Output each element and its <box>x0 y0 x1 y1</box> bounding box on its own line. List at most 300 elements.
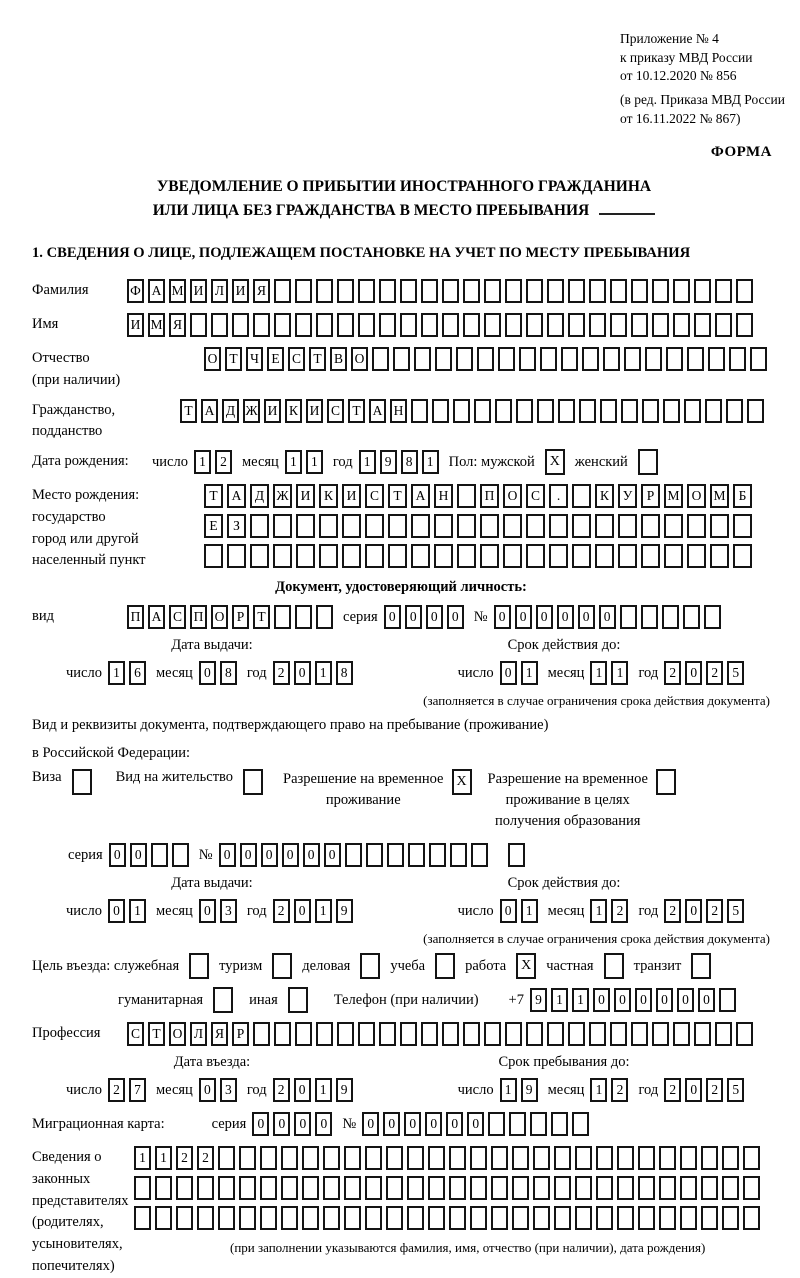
cell[interactable] <box>250 544 269 568</box>
cell[interactable]: С <box>365 484 384 508</box>
cell[interactable] <box>239 1206 256 1230</box>
cell[interactable] <box>722 1176 739 1200</box>
temp-residence-checkbox[interactable]: X <box>452 769 472 795</box>
cell[interactable]: 1 <box>155 1146 172 1170</box>
cell[interactable]: О <box>687 484 706 508</box>
cell[interactable]: 0 <box>273 1112 290 1136</box>
cell[interactable] <box>631 313 648 337</box>
purpose-other-checkbox[interactable] <box>288 987 308 1013</box>
cell[interactable] <box>386 1206 403 1230</box>
cell[interactable] <box>365 1146 382 1170</box>
cell[interactable] <box>337 313 354 337</box>
cell[interactable]: Т <box>204 484 223 508</box>
cell[interactable]: Е <box>267 347 284 371</box>
cell[interactable] <box>411 544 430 568</box>
cell[interactable] <box>345 843 362 867</box>
cell[interactable]: 0 <box>199 661 216 685</box>
cell[interactable] <box>491 1146 508 1170</box>
purpose-business-checkbox[interactable] <box>360 953 380 979</box>
cell[interactable] <box>457 484 476 508</box>
cell[interactable]: Я <box>211 1022 228 1046</box>
cell[interactable] <box>554 1176 571 1200</box>
cell[interactable] <box>596 1176 613 1200</box>
cell[interactable]: 2 <box>197 1146 214 1170</box>
cell[interactable]: 2 <box>706 661 723 685</box>
cell[interactable]: 0 <box>500 661 517 685</box>
cell[interactable] <box>218 1146 235 1170</box>
cell[interactable]: Р <box>641 484 660 508</box>
cell[interactable] <box>683 605 700 629</box>
cell[interactable] <box>495 399 512 423</box>
cell[interactable]: Т <box>253 605 270 629</box>
cell[interactable] <box>617 1206 634 1230</box>
cell[interactable] <box>666 347 683 371</box>
cell[interactable] <box>710 514 729 538</box>
cell[interactable]: 1 <box>315 661 332 685</box>
cell[interactable] <box>342 514 361 538</box>
cell[interactable]: 1 <box>134 1146 151 1170</box>
cell[interactable]: 3 <box>220 1078 237 1102</box>
cell[interactable]: 2 <box>273 899 290 923</box>
cell[interactable] <box>572 1112 589 1136</box>
cell[interactable] <box>659 1176 676 1200</box>
cell[interactable] <box>484 1022 501 1046</box>
cell[interactable] <box>239 1176 256 1200</box>
cell[interactable]: 2 <box>611 1078 628 1102</box>
cell[interactable] <box>645 347 662 371</box>
cell[interactable] <box>450 843 467 867</box>
cell[interactable] <box>638 1176 655 1200</box>
cell[interactable]: Ж <box>273 484 292 508</box>
cell[interactable] <box>719 988 736 1012</box>
cell[interactable]: И <box>306 399 323 423</box>
cell[interactable] <box>596 1206 613 1230</box>
cell[interactable]: 1 <box>315 899 332 923</box>
cell[interactable]: К <box>595 484 614 508</box>
cell[interactable]: 0 <box>446 1112 463 1136</box>
cell[interactable]: 0 <box>303 843 320 867</box>
cell[interactable] <box>316 1022 333 1046</box>
cell[interactable]: Д <box>250 484 269 508</box>
cell[interactable]: 1 <box>315 1078 332 1102</box>
cell[interactable] <box>176 1176 193 1200</box>
cell[interactable] <box>551 1112 568 1136</box>
cell[interactable] <box>589 313 606 337</box>
cell[interactable] <box>366 843 383 867</box>
cell[interactable] <box>652 313 669 337</box>
cell[interactable] <box>498 347 515 371</box>
cell[interactable]: 9 <box>380 450 397 474</box>
cell[interactable] <box>474 399 491 423</box>
cell[interactable] <box>302 1146 319 1170</box>
cell[interactable] <box>687 347 704 371</box>
cell[interactable] <box>624 347 641 371</box>
cell[interactable] <box>715 1022 732 1046</box>
cell[interactable] <box>568 1022 585 1046</box>
cell[interactable] <box>302 1176 319 1200</box>
cell[interactable]: 0 <box>599 605 616 629</box>
cell[interactable]: М <box>169 279 186 303</box>
purpose-tourism-checkbox[interactable] <box>272 953 292 979</box>
cell[interactable] <box>253 313 270 337</box>
cell[interactable]: 9 <box>530 988 547 1012</box>
cell[interactable] <box>155 1176 172 1200</box>
cell[interactable] <box>694 1022 711 1046</box>
cell[interactable] <box>319 514 338 538</box>
cell[interactable] <box>274 1022 291 1046</box>
cell[interactable] <box>372 347 389 371</box>
cell[interactable] <box>463 313 480 337</box>
cell[interactable] <box>218 1206 235 1230</box>
cell[interactable] <box>434 544 453 568</box>
cell[interactable]: 0 <box>557 605 574 629</box>
cell[interactable]: 0 <box>656 988 673 1012</box>
cell[interactable] <box>673 1022 690 1046</box>
cell[interactable] <box>281 1146 298 1170</box>
cell[interactable] <box>701 1176 718 1200</box>
cell[interactable] <box>750 347 767 371</box>
cell[interactable] <box>323 1206 340 1230</box>
cell[interactable] <box>388 514 407 538</box>
cell[interactable]: 2 <box>611 899 628 923</box>
cell[interactable] <box>411 399 428 423</box>
cell[interactable] <box>428 1206 445 1230</box>
cell[interactable] <box>428 1146 445 1170</box>
cell[interactable] <box>596 1146 613 1170</box>
cell[interactable]: К <box>319 484 338 508</box>
cell[interactable]: Я <box>169 313 186 337</box>
cell[interactable]: Н <box>390 399 407 423</box>
cell[interactable]: И <box>264 399 281 423</box>
cell[interactable] <box>295 1022 312 1046</box>
cell[interactable] <box>558 399 575 423</box>
cell[interactable] <box>393 347 410 371</box>
cell[interactable] <box>227 544 246 568</box>
cell[interactable]: 0 <box>109 843 126 867</box>
cell[interactable] <box>260 1176 277 1200</box>
cell[interactable] <box>589 1022 606 1046</box>
cell[interactable]: 0 <box>130 843 147 867</box>
cell[interactable] <box>505 313 522 337</box>
cell[interactable]: У <box>618 484 637 508</box>
cell[interactable] <box>408 843 425 867</box>
cell[interactable] <box>274 279 291 303</box>
cell[interactable] <box>442 1022 459 1046</box>
cell[interactable] <box>652 1022 669 1046</box>
cell[interactable]: 0 <box>677 988 694 1012</box>
cell[interactable] <box>463 279 480 303</box>
cell[interactable] <box>595 514 614 538</box>
cell[interactable] <box>662 605 679 629</box>
cell[interactable]: 0 <box>425 1112 442 1136</box>
cell[interactable] <box>509 1112 526 1136</box>
cell[interactable] <box>480 514 499 538</box>
cell[interactable] <box>386 1176 403 1200</box>
cell[interactable] <box>218 1176 235 1200</box>
female-checkbox[interactable] <box>638 449 658 475</box>
cell[interactable] <box>449 1206 466 1230</box>
cell[interactable] <box>687 514 706 538</box>
cell[interactable]: 5 <box>727 899 744 923</box>
cell[interactable]: Т <box>309 347 326 371</box>
cell[interactable] <box>641 544 660 568</box>
cell[interactable] <box>344 1176 361 1200</box>
cell[interactable] <box>715 313 732 337</box>
cell[interactable] <box>582 347 599 371</box>
cell[interactable] <box>281 1176 298 1200</box>
cell[interactable]: 0 <box>685 661 702 685</box>
cell[interactable]: 0 <box>294 1112 311 1136</box>
cell[interactable] <box>449 1146 466 1170</box>
cell[interactable] <box>722 1146 739 1170</box>
cell[interactable] <box>204 544 223 568</box>
cell[interactable]: 1 <box>306 450 323 474</box>
cell[interactable]: 1 <box>611 661 628 685</box>
cell[interactable] <box>281 1206 298 1230</box>
cell[interactable] <box>684 399 701 423</box>
cell[interactable]: 0 <box>426 605 443 629</box>
cell[interactable] <box>400 1022 417 1046</box>
cell[interactable] <box>621 399 638 423</box>
cell[interactable] <box>572 484 591 508</box>
cell[interactable]: 0 <box>199 899 216 923</box>
cell[interactable] <box>190 313 207 337</box>
cell[interactable]: 1 <box>521 661 538 685</box>
cell[interactable]: 9 <box>521 1078 538 1102</box>
cell[interactable] <box>733 544 752 568</box>
cell[interactable]: 0 <box>384 605 401 629</box>
cell[interactable] <box>547 1022 564 1046</box>
cell[interactable]: 0 <box>635 988 652 1012</box>
cell[interactable]: 2 <box>273 1078 290 1102</box>
cell[interactable] <box>253 1022 270 1046</box>
cell[interactable] <box>610 313 627 337</box>
cell[interactable] <box>400 279 417 303</box>
cell[interactable] <box>736 313 753 337</box>
cell[interactable]: 0 <box>252 1112 269 1136</box>
cell[interactable] <box>250 514 269 538</box>
cell[interactable] <box>641 605 658 629</box>
cell[interactable] <box>743 1146 760 1170</box>
cell[interactable]: 8 <box>401 450 418 474</box>
cell[interactable] <box>673 313 690 337</box>
cell[interactable]: Р <box>232 605 249 629</box>
cell[interactable] <box>491 1176 508 1200</box>
cell[interactable] <box>134 1176 151 1200</box>
cell[interactable] <box>526 1022 543 1046</box>
cell[interactable]: А <box>411 484 430 508</box>
cell[interactable]: 0 <box>593 988 610 1012</box>
cell[interactable]: 1 <box>590 899 607 923</box>
cell[interactable] <box>407 1176 424 1200</box>
cell[interactable]: М <box>664 484 683 508</box>
cell[interactable] <box>503 544 522 568</box>
cell[interactable] <box>572 544 591 568</box>
cell[interactable] <box>503 514 522 538</box>
cell[interactable] <box>547 279 564 303</box>
cell[interactable] <box>554 1146 571 1170</box>
cell[interactable] <box>572 514 591 538</box>
cell[interactable] <box>232 313 249 337</box>
cell[interactable] <box>151 843 168 867</box>
male-checkbox[interactable]: X <box>545 449 565 475</box>
cell[interactable] <box>337 1022 354 1046</box>
cell[interactable] <box>387 843 404 867</box>
cell[interactable] <box>575 1146 592 1170</box>
cell[interactable]: 0 <box>294 1078 311 1102</box>
cell[interactable]: 2 <box>108 1078 125 1102</box>
cell[interactable] <box>365 1176 382 1200</box>
cell[interactable]: С <box>288 347 305 371</box>
cell[interactable] <box>701 1206 718 1230</box>
cell[interactable]: А <box>201 399 218 423</box>
cell[interactable] <box>554 1206 571 1230</box>
cell[interactable] <box>620 605 637 629</box>
cell[interactable] <box>407 1146 424 1170</box>
cell[interactable] <box>549 514 568 538</box>
cell[interactable] <box>470 1146 487 1170</box>
cell[interactable]: С <box>127 1022 144 1046</box>
cell[interactable]: Т <box>348 399 365 423</box>
cell[interactable]: 0 <box>294 899 311 923</box>
cell[interactable] <box>319 544 338 568</box>
cell[interactable] <box>197 1206 214 1230</box>
cell[interactable] <box>617 1176 634 1200</box>
cell[interactable] <box>694 279 711 303</box>
cell[interactable] <box>273 544 292 568</box>
cell[interactable] <box>463 1022 480 1046</box>
cell[interactable] <box>365 544 384 568</box>
cell[interactable]: 2 <box>706 899 723 923</box>
cell[interactable]: 1 <box>590 1078 607 1102</box>
cell[interactable]: П <box>190 605 207 629</box>
cell[interactable] <box>316 605 333 629</box>
cell[interactable]: В <box>330 347 347 371</box>
cell[interactable] <box>505 279 522 303</box>
cell[interactable] <box>484 313 501 337</box>
cell[interactable]: О <box>204 347 221 371</box>
cell[interactable] <box>432 399 449 423</box>
cell[interactable] <box>456 347 473 371</box>
purpose-work-checkbox[interactable]: X <box>516 953 536 979</box>
cell[interactable] <box>274 605 291 629</box>
cell[interactable] <box>618 544 637 568</box>
cell[interactable] <box>316 279 333 303</box>
cell[interactable] <box>358 313 375 337</box>
cell[interactable] <box>638 1206 655 1230</box>
cell[interactable] <box>680 1176 697 1200</box>
cell[interactable] <box>736 1022 753 1046</box>
cell[interactable] <box>694 313 711 337</box>
cell[interactable] <box>477 347 494 371</box>
cell[interactable]: П <box>127 605 144 629</box>
purpose-humanitarian-checkbox[interactable] <box>213 987 233 1013</box>
cell[interactable]: 0 <box>578 605 595 629</box>
cell[interactable] <box>388 544 407 568</box>
cell[interactable]: К <box>285 399 302 423</box>
cell[interactable]: Н <box>434 484 453 508</box>
cell[interactable] <box>568 313 585 337</box>
cell[interactable] <box>673 279 690 303</box>
cell[interactable]: 9 <box>336 899 353 923</box>
cell[interactable]: 1 <box>590 661 607 685</box>
cell[interactable]: О <box>211 605 228 629</box>
cell[interactable] <box>652 279 669 303</box>
cell[interactable] <box>273 514 292 538</box>
cell[interactable] <box>457 544 476 568</box>
cell[interactable] <box>722 1206 739 1230</box>
cell[interactable]: Л <box>190 1022 207 1046</box>
cell[interactable]: 9 <box>336 1078 353 1102</box>
cell[interactable] <box>260 1146 277 1170</box>
cell[interactable]: Е <box>204 514 223 538</box>
cell[interactable]: 0 <box>362 1112 379 1136</box>
cell[interactable] <box>701 1146 718 1170</box>
cell[interactable] <box>435 347 452 371</box>
cell[interactable] <box>547 313 564 337</box>
cell[interactable]: 0 <box>282 843 299 867</box>
cell[interactable] <box>610 1022 627 1046</box>
cell[interactable] <box>197 1176 214 1200</box>
cell[interactable] <box>610 279 627 303</box>
cell[interactable] <box>641 514 660 538</box>
cell[interactable] <box>414 347 431 371</box>
cell[interactable] <box>743 1206 760 1230</box>
cell[interactable]: 3 <box>220 899 237 923</box>
cell[interactable]: 0 <box>536 605 553 629</box>
purpose-official-checkbox[interactable] <box>189 953 209 979</box>
cell[interactable] <box>316 313 333 337</box>
cell[interactable]: З <box>227 514 246 538</box>
cell[interactable] <box>379 313 396 337</box>
cell[interactable]: 7 <box>129 1078 146 1102</box>
cell[interactable] <box>733 514 752 538</box>
cell[interactable] <box>260 1206 277 1230</box>
cell[interactable]: 0 <box>500 899 517 923</box>
cell[interactable] <box>211 313 228 337</box>
cell[interactable] <box>470 1176 487 1200</box>
cell[interactable]: 1 <box>359 450 376 474</box>
purpose-transit-checkbox[interactable] <box>691 953 711 979</box>
cell[interactable] <box>480 544 499 568</box>
cell[interactable] <box>296 544 315 568</box>
cell[interactable] <box>516 399 533 423</box>
cell[interactable] <box>505 1022 522 1046</box>
cell[interactable]: М <box>710 484 729 508</box>
cell[interactable] <box>411 514 430 538</box>
cell[interactable] <box>323 1176 340 1200</box>
cell[interactable] <box>484 279 501 303</box>
cell[interactable]: И <box>190 279 207 303</box>
cell[interactable]: 0 <box>515 605 532 629</box>
cell[interactable] <box>704 605 721 629</box>
cell[interactable] <box>442 313 459 337</box>
cell[interactable]: И <box>342 484 361 508</box>
cell[interactable]: О <box>503 484 522 508</box>
temp-residence-edu-checkbox[interactable] <box>656 769 676 795</box>
cell[interactable]: 5 <box>727 661 744 685</box>
cell[interactable] <box>134 1206 151 1230</box>
cell[interactable] <box>400 313 417 337</box>
cell[interactable] <box>664 544 683 568</box>
cell[interactable]: Я <box>253 279 270 303</box>
cell[interactable]: 6 <box>129 661 146 685</box>
cell[interactable] <box>239 1146 256 1170</box>
cell[interactable]: 2 <box>215 450 232 474</box>
cell[interactable]: 1 <box>129 899 146 923</box>
cell[interactable]: Ч <box>246 347 263 371</box>
cell[interactable]: 2 <box>273 661 290 685</box>
